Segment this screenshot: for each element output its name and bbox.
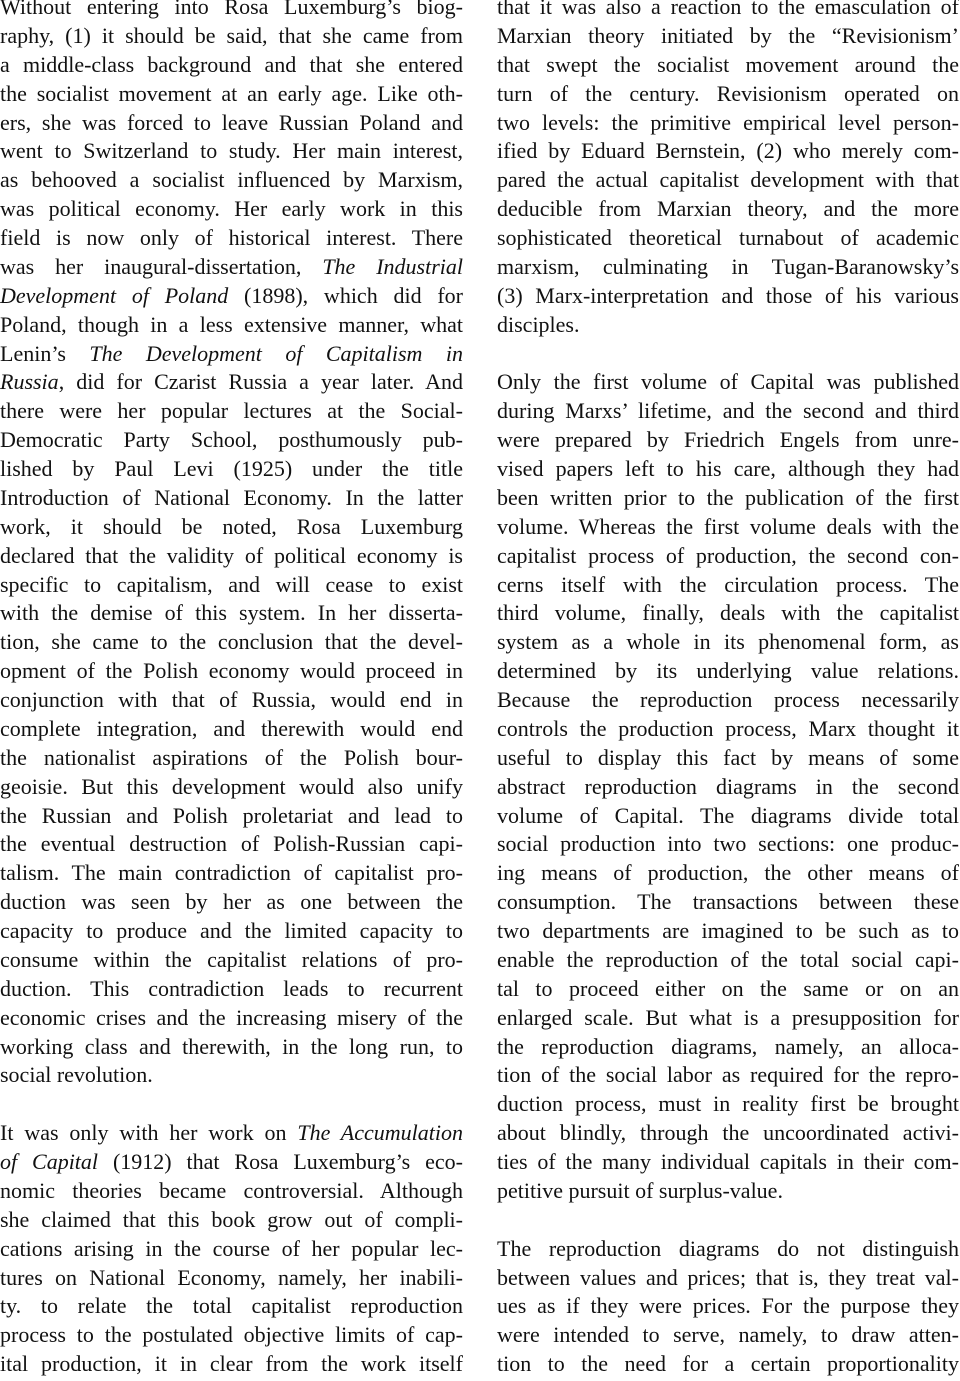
text-line: were prepared by Friedrich Engels from unre- (497, 427, 959, 453)
text-line: tion of the social labor as required for the repro- (497, 1062, 959, 1088)
text-run: It was only with her work on (0, 1120, 298, 1146)
text-line: was political economy. Her early work in this (0, 196, 463, 222)
text-line: process to the postulated objective limits of cap- (0, 1322, 463, 1348)
book-title: Russia (0, 369, 59, 395)
text-line: The reproduction diagrams do not distinguish (497, 1235, 959, 1261)
text-line: economic crises and the increasing misery of the (0, 1004, 463, 1030)
text-line: a middle-class background and that she entered (0, 51, 463, 77)
text-line: cations arising in the course of her popular lec- (0, 1235, 463, 1261)
text-line: determined by its underlying value relations. (497, 658, 959, 684)
text-line: Only the first volume of Capital was published (497, 369, 959, 395)
text-line: the nationalist aspirations of the Polish bour- (0, 744, 463, 770)
text-line: about blindly, through the uncoordinated activi- (497, 1120, 959, 1146)
paragraph (497, 1235, 959, 1379)
text-run: Lenin’s (0, 340, 90, 366)
text-line (0, 1119, 463, 1148)
text-line: tion, she came to the conclusion that the devel- (0, 629, 463, 655)
text-line: tion to the need for a certain proportionality (497, 1351, 959, 1377)
text-line: raphy, (1) it should be said, that she came from (0, 22, 463, 48)
text-run: was her inaugural-dissertation, (0, 253, 323, 279)
right-column (497, 0, 959, 1379)
paragraph (497, 368, 959, 1205)
text-line: declared that the validity of political economy is (0, 542, 463, 568)
text-line: Marxian theory initiated by the “Revisionism’ (497, 22, 959, 48)
text-line: capacity to produce and the limited capacity to (0, 918, 463, 943)
text-line: consume within the capitalist relations of pro- (0, 946, 463, 972)
text-line (0, 368, 463, 397)
text-line: ing means of production, the other means of (497, 860, 959, 886)
text-line: system as a whole in its phenomenal form, as (497, 629, 959, 655)
text-line: during Marxs’ lifetime, and the second and third (497, 398, 959, 424)
text-line: conjunction with that of Russia, would end in (0, 687, 463, 712)
text-line: ified by Eduard Bernstein, (2) who merely com- (497, 138, 959, 164)
text-line: the reproduction diagrams, namely, an alloca- (497, 1033, 959, 1059)
text-line: controls the production process, Marx thought it (497, 715, 959, 741)
book-title: The Development of Capitalism in (89, 340, 463, 366)
text-line: two departments are imagined to be such as to (497, 918, 959, 943)
text-line: enlarged scale. But what is a presupposition for (497, 1004, 959, 1030)
text-line: turn of the century. Revisionism operated on (497, 80, 959, 106)
text-line: lished by Paul Levi (1925) under the title (0, 456, 463, 481)
text-line: ties of the many individual capitals in their com- (497, 1149, 959, 1174)
book-title: of Capital (0, 1149, 99, 1174)
text-line: ty. to relate the total capitalist reproduction (0, 1293, 463, 1319)
text-line: vised papers left to his care, although they had (497, 456, 959, 481)
text-line: as behooved a socialist influenced by Marxism, (0, 167, 463, 193)
text-line: complete integration, and therewith would end (0, 715, 463, 741)
text-line: there were her popular lectures at the Social- (0, 398, 463, 424)
text-line: the Russian and Polish proletariat and lead to (0, 802, 463, 828)
text-line: ers, she was forced to leave Russian Poland and (0, 109, 463, 135)
text-line: useful to display this fact by means of some (497, 744, 959, 770)
text-line: duction process, must in reality first be brought (497, 1091, 959, 1117)
text-line: capitalist process of production, the second con- (497, 542, 959, 568)
text-line: deducible from Marxian theory, and the more (497, 196, 959, 222)
text-line: marxism, culminating in Tugan-Baranowsky’s (497, 253, 959, 279)
text-line: Poland, though in a less extensive manner, what (0, 311, 463, 337)
book-title: The Industrial (322, 253, 463, 279)
paragraph (497, 0, 959, 340)
text-line: volume. Whereas the first volume deals with the (497, 513, 959, 539)
text-line: Without entering into Rosa Luxemburg’s biog- (0, 0, 463, 19)
text-line: tal to proceed either on the same or on an (497, 975, 959, 1001)
text-line: were intended to serve, namely, to draw atten- (497, 1322, 959, 1348)
text-line: the eventual destruction of Polish-Russian capi- (0, 831, 463, 857)
text-line: geoisie. But this development would also unify (0, 773, 463, 799)
text-line: Because the reproduction process necessarily (497, 687, 959, 712)
text-line (0, 282, 463, 311)
text-line: third volume, finally, deals with the capitalist (497, 600, 959, 626)
book-title: The Accumulation (297, 1120, 463, 1146)
text-line (0, 1148, 463, 1177)
text-line: duction. This contradiction leads to recurrent (0, 975, 463, 1001)
text-line: consumption. The transactions between these (497, 889, 959, 915)
text-line: cerns itself with the circulation process. The (497, 571, 959, 597)
text-run: (1912) that Rosa Luxemburg’s eco- (98, 1149, 463, 1174)
text-run: (1898), which did for (228, 282, 463, 308)
text-line: between values and prices; that is, they treat val- (497, 1264, 959, 1290)
text-line: tures on National Economy, namely, her inabili- (0, 1264, 463, 1290)
text-line: pared the actual capitalist development with that (497, 167, 959, 193)
text-line: she claimed that this book grow out of compli- (0, 1206, 463, 1232)
text-line: sophisticated theoretical turnabout of academic (497, 225, 959, 250)
text-line: duction was seen by her as one between the (0, 889, 463, 915)
text-line: volume of Capital. The diagrams divide total (497, 802, 959, 828)
text-line: specific to capitalism, and will cease to exist (0, 571, 463, 597)
text-line: petitive pursuit of surplus-value. (497, 1177, 783, 1203)
text-line: two levels: the primitive empirical level person- (497, 109, 959, 135)
text-line: been written prior to the publication of the first (497, 484, 959, 510)
text-line: disciples. (497, 311, 580, 337)
text-line: nomic theories became controversial. Although (0, 1177, 463, 1203)
text-line (0, 253, 463, 282)
text-line: Introduction of National Economy. In the latter (0, 484, 463, 510)
text-line: that it was also a reaction to the emasculation of (497, 0, 959, 19)
text-line: the socialist movement at an early age. Like oth- (0, 80, 463, 106)
text-line: ital production, it in clear from the work itself (0, 1351, 463, 1377)
text-line: work, it should be noted, Rosa Luxemburg (0, 513, 463, 539)
text-line: ues as if they were prices. For the purpose they (497, 1293, 959, 1319)
text-line: field is now only of historical interest. There (0, 225, 463, 250)
text-line: abstract reproduction diagrams in the second (497, 773, 959, 799)
text-line: social revolution. (0, 1062, 153, 1088)
left-column (0, 0, 463, 1379)
book-title: Development of Poland (0, 282, 229, 308)
text-line: opment of the Polish economy would proceed in (0, 658, 463, 684)
text-line: with the demise of this system. In her disserta- (0, 600, 463, 626)
text-line: that swept the socialist movement around the (497, 51, 959, 77)
text-line: social production into two sections: one produc- (497, 831, 959, 857)
paragraph (0, 0, 463, 1090)
text-line (0, 340, 463, 369)
text-line: Democratic Party School, posthumously pub- (0, 427, 463, 453)
text-line: working class and therewith, in the long run, to (0, 1033, 463, 1059)
text-line: (3) Marx-interpretation and those of his various (497, 282, 959, 308)
text-run: , did for Czarist Russia a year later. And (58, 369, 463, 395)
text-line: enable the reproduction of the total social capi- (497, 946, 959, 972)
paragraph (0, 1119, 463, 1379)
text-line: talism. The main contradiction of capitalist pro- (0, 860, 463, 886)
text-line: went to Switzerland to study. Her main interest, (0, 138, 463, 164)
